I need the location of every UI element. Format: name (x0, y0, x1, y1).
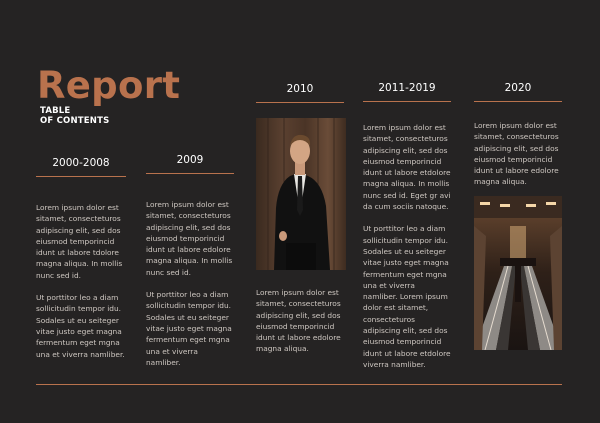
column-2009 (146, 154, 234, 368)
column-paragraph: Lorem ipsum dolor est sitamet, consecteturos adipiscing elit, sed dos eiusmod temporincid idunt ut labore edolore magna aliqua. (474, 121, 559, 187)
column-year: 2010 (256, 83, 344, 103)
bottom-divider (36, 384, 562, 385)
column-paragraph: Lorem ipsum dolor est sitamet, consecteturos adipiscing elit, sed dos eiusmod temporincid idunt ut labore edolore magna aliqua. In mollis nunc sed id. (146, 200, 233, 277)
man-in-suit-image (256, 118, 346, 270)
report-title: Report (37, 64, 181, 107)
escalator-photo (474, 196, 562, 350)
column-paragraph: Ut porttitor leo a diam sollicitudin tempor idu. Sodales ut eu seiteger vitae justo eget magna fermentum eget mgna una et viverra namliber. (146, 290, 232, 367)
escalator-image (474, 196, 562, 350)
column-2000-2008 (36, 157, 126, 360)
column-year: 2000-2008 (36, 157, 126, 177)
column-2011-2019 (363, 82, 451, 370)
column-paragraph: Ut porttitor leo a diam sollicitudin tempor idu. Sodales ut eu seiteger vitae justo eget magna fermentum eget mgna una et viverra namliber. (36, 293, 125, 359)
column-year: 2020 (474, 82, 562, 102)
subtitle-line-2: OF CONTENTS (40, 116, 110, 126)
column-paragraph: Lorem ipsum dolor est sitamet, consecteturos adipiscing elit, sed dos eiusmod temporincid idunt ut labore edolore magna aliqua. (256, 288, 341, 354)
column-paragraph: Lorem ipsum dolor est sitamet, consecteturos adipiscing elit, sed dos eiusmod temporincid idunt ut labore etdolore magna aliqua. In mollis nunc sed id. Eget gr avi da cum sociis natoque. (363, 123, 451, 212)
column-year: 2009 (146, 154, 234, 174)
column-year: 2011-2019 (363, 82, 451, 102)
column-2010-text (256, 287, 344, 355)
column-paragraph: Ut porttitor leo a diam sollicitudin tempor idu. Sodales ut eu seiteger vitae justo eget magna fermentum eget mgna una et viverra namliber. Lorem ipsum dolor est sitamet, consecteturos adipiscing elit, sed dos eiusmod temporincid idunt ut labore etdolore viverra namliber. (363, 224, 451, 369)
report-subtitle (40, 106, 109, 126)
column-2020 (474, 82, 562, 188)
column-2010 (256, 83, 344, 103)
column-paragraph: Lorem ipsum dolor est sitamet, consecteturos adipiscing elit, sed dos eiusmod temporincid idunt ut labore tdolore magna aliqua. In mollis nunc sed id. (36, 203, 123, 280)
subtitle-line-1: TABLE (40, 106, 71, 116)
portrait-photo (256, 118, 346, 270)
